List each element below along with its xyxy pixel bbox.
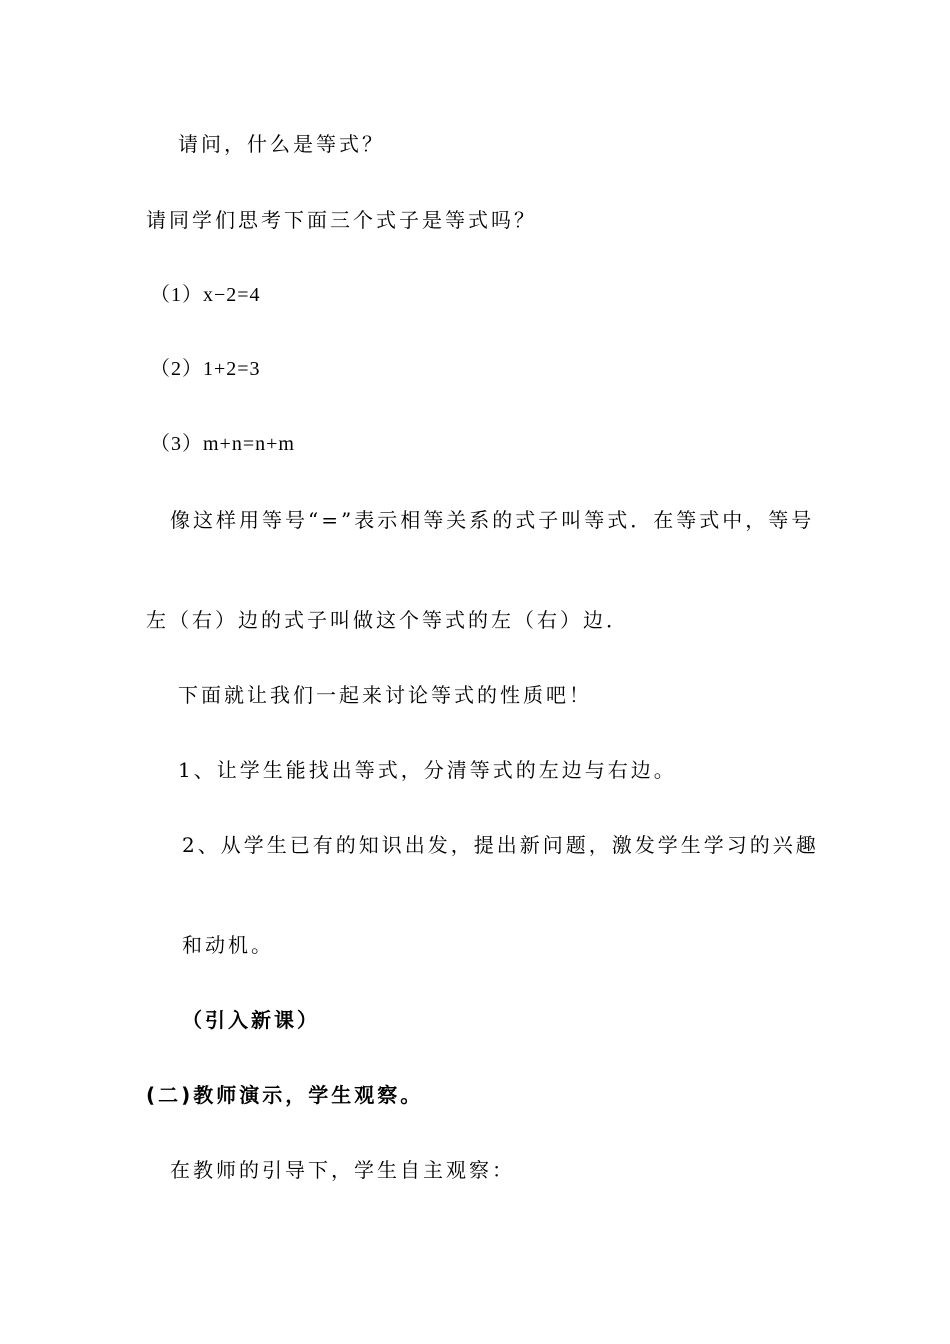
example-equation-1: （1）x−2=4 [150, 284, 261, 306]
definition-paragraph-line-1: 像这样用等号“=”表示相等关系的式子叫等式．在等式中，等号 [170, 508, 815, 532]
question-what-is-equation: 请问，什么是等式？ [178, 132, 385, 156]
objective-item-2-line-2: 和动机。 [182, 933, 274, 957]
prompt-think-three-expressions: 请同学们思考下面三个式子是等式吗？ [146, 208, 537, 232]
section-note-intro-new-lesson: （引入新课） [182, 1008, 320, 1032]
definition-paragraph-line-2: 左（右）边的式子叫做这个等式的左（右）边． [146, 608, 629, 632]
section-heading-teacher-demo: (二)教师演示，学生观察。 [146, 1083, 424, 1107]
transition-sentence: 下面就让我们一起来讨论等式的性质吧！ [178, 683, 592, 707]
objective-item-1: 1、让学生能找出等式，分清等式的左边与右边。 [178, 758, 677, 782]
guided-observation-sentence: 在教师的引导下，学生自主观察： [170, 1158, 515, 1182]
example-equation-2: （2）1+2=3 [150, 358, 261, 380]
example-equation-3: （3）m+n=n+m [150, 433, 295, 455]
objective-item-2-line-1: 2、从学生已有的知识出发，提出新问题，激发学生学习的兴趣 [182, 833, 819, 857]
